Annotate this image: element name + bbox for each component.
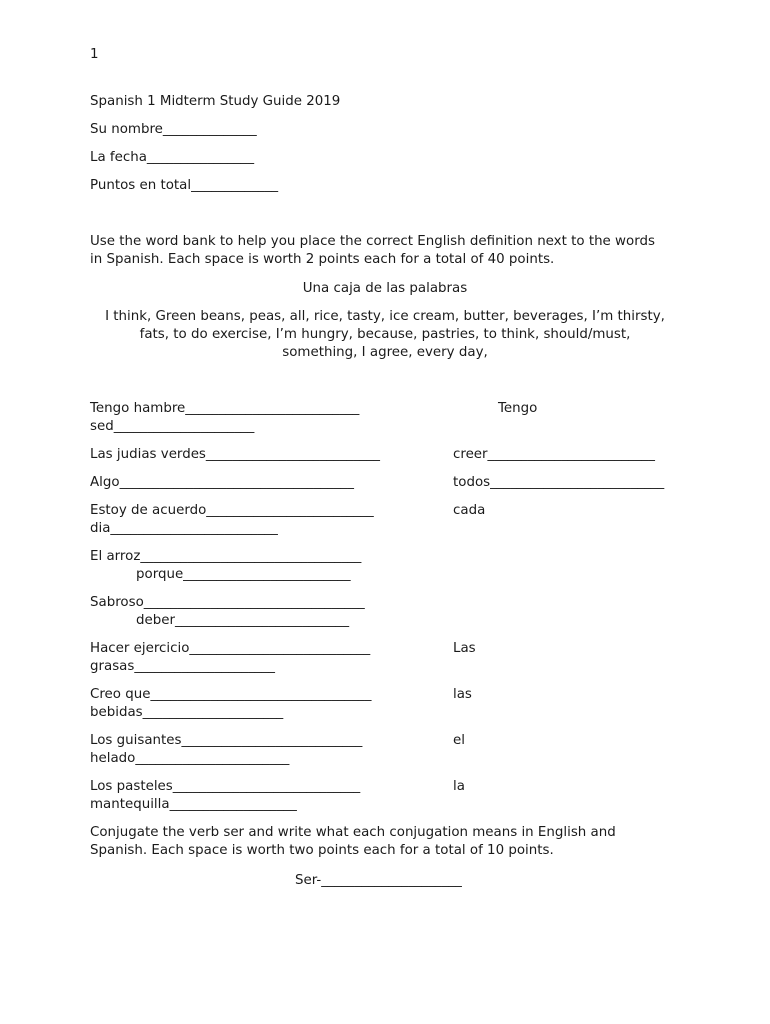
word-bank-line: fats, to do exercise, I’m hungry, because, pastries, to think, should/must, (139, 327, 631, 342)
vocab-item: el (453, 733, 465, 748)
vocab-item: Creo que_________________________________ (90, 687, 372, 702)
vocab-item: bebidas_____________________ (90, 705, 284, 720)
vocab-item: Hacer ejercicio___________________________ (90, 641, 371, 656)
instructions-line: Spanish. Each space is worth two points each for a total of 10 points. (90, 843, 554, 858)
vocab-item: Estoy de acuerdo_________________________ (90, 503, 374, 518)
date-field: La fecha________________ (90, 150, 255, 165)
instructions-line: in Spanish. Each space is worth 2 points each for a total of 40 points. (90, 252, 555, 267)
vocab-item: Tengo (498, 401, 538, 416)
vocab-item: Algo___________________________________ (90, 475, 354, 490)
word-bank-title: Una caja de las palabras (302, 281, 468, 296)
vocab-item: todos__________________________ (453, 475, 665, 490)
instructions-line: Conjugate the verb ser and write what each conjugation means in English and (90, 825, 616, 840)
vocab-item: El arroz_________________________________ (90, 549, 362, 564)
vocab-item: sed_____________________ (90, 419, 255, 434)
vocab-item: porque_________________________ (136, 567, 351, 582)
instructions-conjugation (90, 824, 690, 860)
vocab-item: Los pasteles____________________________ (90, 779, 361, 794)
vocab-item: creer_________________________ (453, 447, 655, 462)
vocab-item: deber__________________________ (136, 613, 350, 628)
vocab-item: Las judias verdes__________________________ (90, 447, 380, 462)
vocab-item: Los guisantes___________________________ (90, 733, 363, 748)
page-number: 1 (90, 47, 99, 62)
word-bank (80, 308, 690, 362)
word-bank-line: I think, Green beans, peas, all, rice, tasty, ice cream, butter, beverages, I’m thirsty, (105, 309, 665, 324)
word-bank-line: something, I agree, every day, (282, 345, 488, 360)
vocab-item: las (453, 687, 472, 702)
vocab-item: la (453, 779, 465, 794)
vocab-item: cada (453, 503, 486, 518)
vocab-item: helado_______________________ (90, 751, 290, 766)
vocab-item: grasas_____________________ (90, 659, 275, 674)
vocab-item: dia_________________________ (90, 521, 278, 536)
vocab-item: Las (453, 641, 476, 656)
points-field: Puntos en total_____________ (90, 178, 279, 193)
name-field: Su nombre______________ (90, 122, 257, 137)
vocab-item: Tengo hambre__________________________ (90, 401, 360, 416)
instructions-line: Use the word bank to help you place the correct English definition next to the words (90, 234, 655, 249)
page-title: Spanish 1 Midterm Study Guide 2019 (90, 94, 341, 109)
vocab-item: mantequilla___________________ (90, 797, 297, 812)
instructions-word-bank (90, 233, 690, 269)
vocab-item: Sabroso_________________________________ (90, 595, 365, 610)
ser-conjugation-line: Ser-_____________________ (295, 873, 462, 888)
